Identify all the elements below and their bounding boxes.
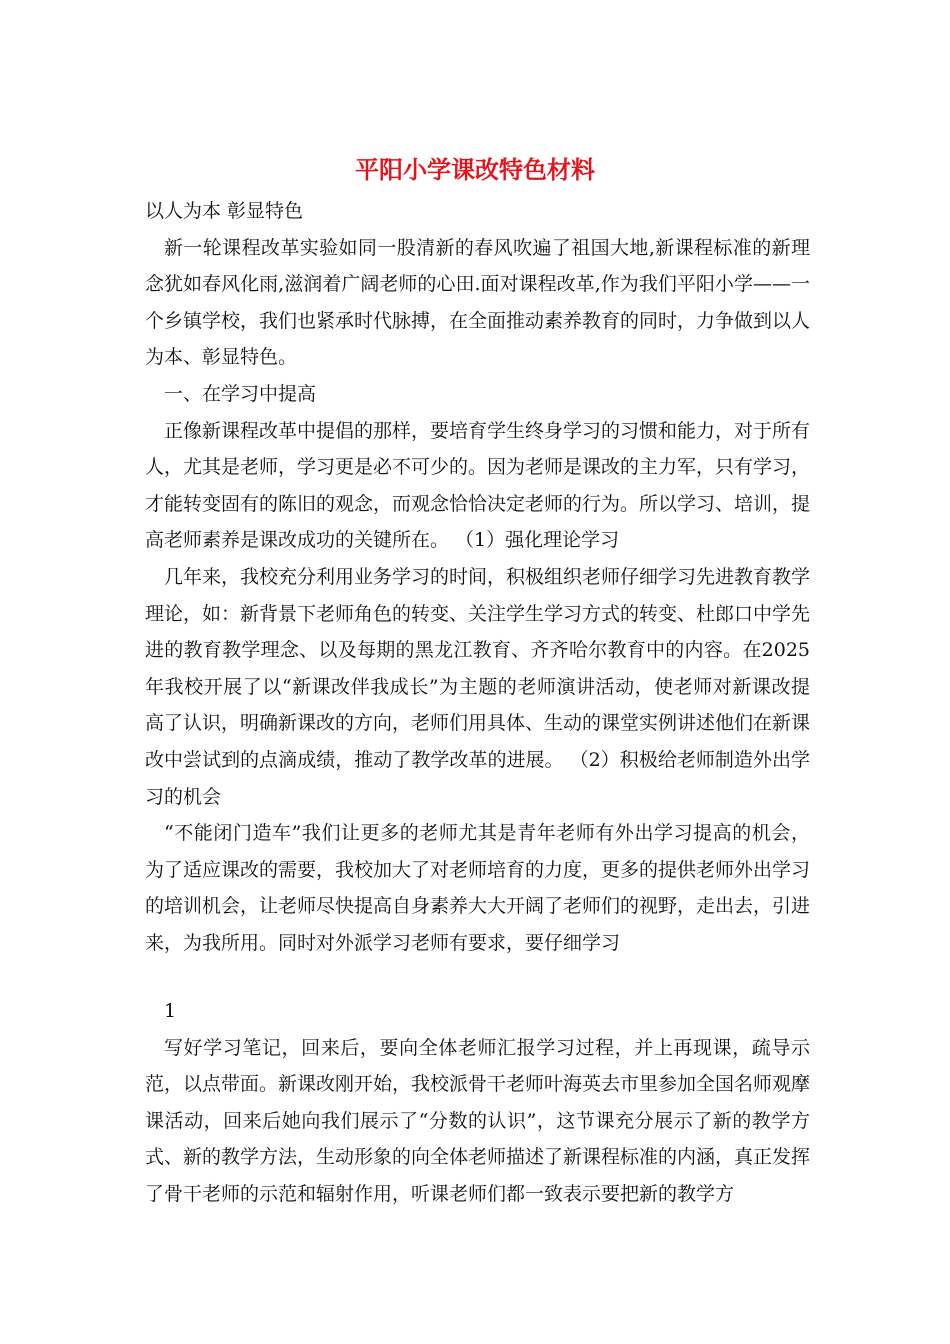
document-subtitle: 以人为本 彰显特色 <box>145 200 304 222</box>
body-paragraph: 新一轮课程改革实验如同一股清新的春风吹遍了祖国大地,新课程标准的新理念犹如春风化雨,滋润着广阔老师的心田.面对课程改革,作为我们平阳小学——一个乡镇学校，我们也紧承时代脉搏，在全面推动素养教育的同时，力争做到以人为本、彰显特色。 <box>145 236 811 369</box>
page-number: 1 <box>164 1000 177 1022</box>
body-paragraph: 正像新课程改革中提倡的那样，要培育学生终身学习的习惯和能力，对于所有人，尤其是老师，学习更是必不可少的。因为老师是课改的主力军，只有学习，才能转变固有的陈旧的观念，而观念恰恰决定老师的行为。所以学习、培训，提高老师素养是课改成功的关键所在。 （1）强化理论学习 <box>145 419 811 552</box>
body-paragraph: 写好学习笔记，回来后，要向全体老师汇报学习过程，并上再现课，疏导示范，以点带面。新课改刚开始，我校派骨干老师叶海英去市里参加全国名师观摩课活动，回来后她向我们展示了“分数的认识”，这节课充分展示了新的教学方式、新的教学方法，生动形象的向全体老师描述了新课程标准的内涵，真正发挥了骨干老师的示范和辐射作用，听课老师们都一致表示要把新的教学方 <box>145 1036 811 1205</box>
document-title: 平阳小学课改特色材料 <box>355 155 595 184</box>
document-body-continued <box>145 993 810 1213</box>
body-paragraph: 几年来，我校充分利用业务学习的时间，积极组织老师仔细学习先进教育教学理论，如：新背景下老师角色的转变、关注学生学习方式的转变、杜郎口中学先进的教育教学理念、以及每期的黑龙江教育、齐齐哈尔教育中的内容。在2025年我校开展了以“新课改伴我成长”为主题的老师演讲活动，使老师对新课改提高了认识，明确新课改的方向，老师们用具体、生动的课堂实例讲述他们在新课改中尝试到的点滴成绩，推动了教学改革的进展。 （2）积极给老师制造外出学习的机会 <box>145 565 811 808</box>
body-paragraph: “不能闭门造车”我们让更多的老师尤其是青年老师有外出学习提高的机会，为了适应课改的需要，我校加大了对老师培育的力度，更多的提供老师外出学习的培训机会，让老师尽快提高自身素养大大开阔了老师们的视野，走出去，引进来，为我所用。同时对外派学习老师有要求，要仔细学习 <box>145 822 811 954</box>
document-body <box>145 193 810 961</box>
section-heading: 一、在学习中提高 <box>164 382 317 405</box>
